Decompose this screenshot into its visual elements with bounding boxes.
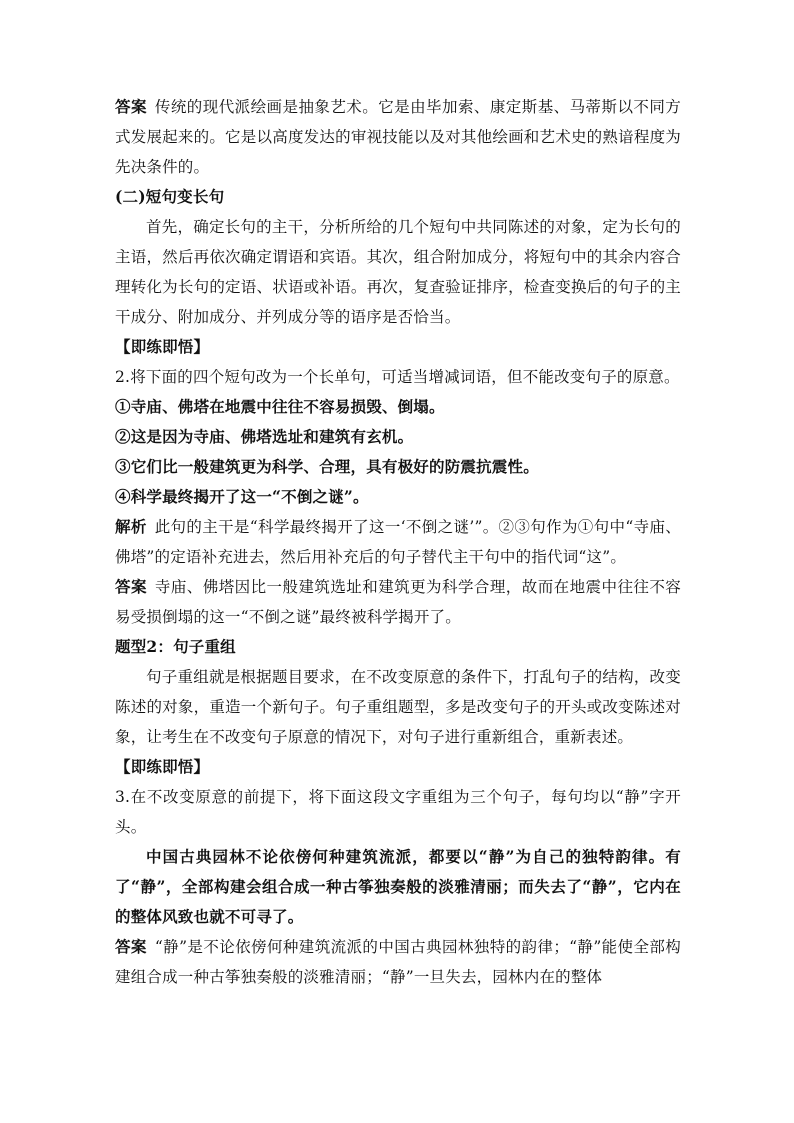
source-passage: 中国古典园林不论依傍何种建筑流派，都要以“静”为自己的独特韵律。有了“静”，全部构建会组合成一种古筝独奏般的淡雅清丽；而失去了“静”，它内在的整体风致也就不可寻了。 [115,847,681,926]
analysis-label: 解析 [115,517,147,536]
section-heading: (二)短句变长句 [115,187,225,206]
short-sentence-3: ③它们比一般建筑更为科学、合理，具有极好的防震抗震性。 [115,457,539,476]
answer-text: 寺庙、佛塔因比一般建筑选址和建筑更为科学合理，故而在地震中往往不容易受损倒塌的这一“不倒之谜”最终被科学揭开了。 [115,578,681,626]
answer-text: 传统的现代派绘画是抽象艺术。它是由毕加索、康定斯基、马蒂斯以不同方式发展起来的。它是以高度发达的审视技能以及对其他绘画和艺术史的熟谙程度为先决条件的。 [115,98,681,176]
answer-paragraph-1 [115,92,681,182]
practice-heading-1: 【即练即悟】 [115,337,210,356]
analysis-text: 此句的主干是“科学最终揭开了这一‘不倒之谜’”。②③句作为①句中“寺庙、佛塔”的定语补充进去，然后用补充后的句子替代主干句中的指代词“这”。 [115,518,681,566]
answer-label: 答案 [115,577,147,596]
question-3: 3.在不改变原意的前提下，将下面这段文字重组为三个句子，每句均以“静”字开头。 [115,788,681,836]
answer-text: “静”是不论依傍何种建筑流派的中国古典园林独特的韵律；“静”能使全部构建组合成一种古筝独奏般的淡雅清丽；“静”一旦失去，园林内在的整体 [115,938,681,986]
analysis-paragraph [115,512,681,572]
answer-paragraph-3 [115,932,681,992]
type-description: 句子重组就是根据题目要求，在不改变原意的条件下，打乱句子的结构，改变陈述的对象，重造一个新句子。句子重组题型，多是改变句子的开头或改变陈述对象，让考生在不改变句子原意的情况下，对句子进行重新组合，重新表述。 [115,668,681,746]
question-2: 2.将下面的四个短句改为一个长单句，可适当增减词语，但不能改变句子的原意。 [115,368,680,386]
short-sentence-2: ②这是因为寺庙、佛塔选址和建筑有玄机。 [115,427,414,446]
short-sentence-4: ④科学最终揭开了这一“不倒之谜”。 [115,487,369,506]
practice-heading-2: 【即练即悟】 [115,757,210,776]
answer-label: 答案 [115,937,147,956]
method-paragraph: 首先，确定长句的主干，分析所给的几个短句中共同陈述的对象，定为长句的主语，然后再依次确定谓语和宾语。其次，组合附加成分，将短句中的其余内容合理转化为长句的定语、状语或补语。再次，复查验证排序，检查变换后的句子的主干成分、附加成分、并列成分等的语序是否恰当。 [115,218,681,326]
type-heading: 题型2：句子重组 [115,637,236,656]
short-sentence-1: ①寺庙、佛塔在地震中往往不容易损毁、倒塌。 [115,397,445,416]
answer-paragraph-2 [115,572,681,632]
answer-label: 答案 [115,97,147,116]
